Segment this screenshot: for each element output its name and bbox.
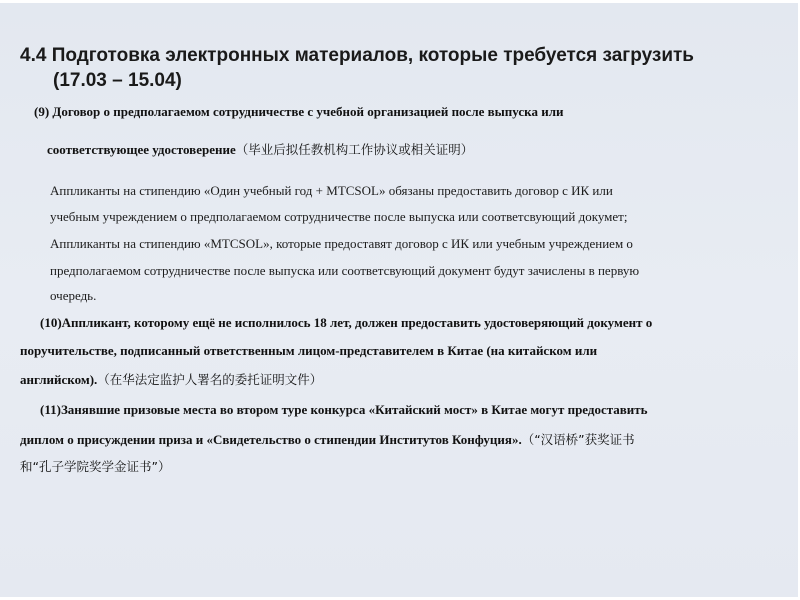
slide-title [20,43,780,93]
item-11-line-2-text: диплом о присуждении приза и «Свидетельство о стипендии Институтов Конфуция». [20,432,522,447]
item-10-line-2: поручительстве, подписанный ответственным лицом-представителем в Китае (на китайском или [20,343,598,358]
slide-title-line1: 4.4 Подготовка электронных материалов, которые требуется загрузить [20,45,694,66]
item-9-line-2 [47,140,473,158]
item-9-line-2-text: соответствующее удостоверение [47,142,236,157]
item-9-note-line-4: предполагаемом сотрудничестве после выпуска или соответсвующий документ будут зачислены в первую [50,263,640,278]
item-9-note-line-3: Аппликанты на стипендию «MTCSOL», которые предоставят договор с ИК или учебным учреждением о [50,236,633,251]
item-10-line-3 [20,370,322,388]
item-9-note-line-1: Аппликанты на стипендию «Один учебный год + MTCSOL» обязаны предоставить договор с ИК или [50,183,613,198]
item-11-line-3 [20,457,170,475]
slide-title-date-range: (17.03 – 15.04) [53,70,182,91]
item-11-line-2 [20,430,635,448]
slide [0,3,798,597]
item-11-line-3-chinese: 和“孔子学院奖学金证书”） [20,459,171,474]
item-9-note-line-2: учебным учреждением о предполагаемом сотрудничестве после выпуска или соответсвующий докумет; [50,209,628,224]
item-11-line-1: (11)Занявшие призовые места во втором туре конкурса «Китайский мост» в Китае могут предоставить [40,402,648,417]
item-10-line-3-text: английском). [20,372,98,387]
item-9-note-line-5: очередь. [50,288,97,303]
item-10-line-1: (10)Аппликант, которому ещё не исполнилось 18 лет, должен предоставить удостоверяющий документ о [40,315,653,330]
item-10-line-3-chinese: （在华法定监护人署名的委托证明文件） [97,372,323,387]
item-9-line-1: (9) Договор о предполагаемом сотрудничестве с учебной организацией после выпуска или [34,104,564,119]
item-11-line-2-chinese: （“汉语桥”获奖证书 [521,432,635,447]
item-9-line-2-chinese: （毕业后拟任教机构工作协议或相关证明） [235,142,474,157]
